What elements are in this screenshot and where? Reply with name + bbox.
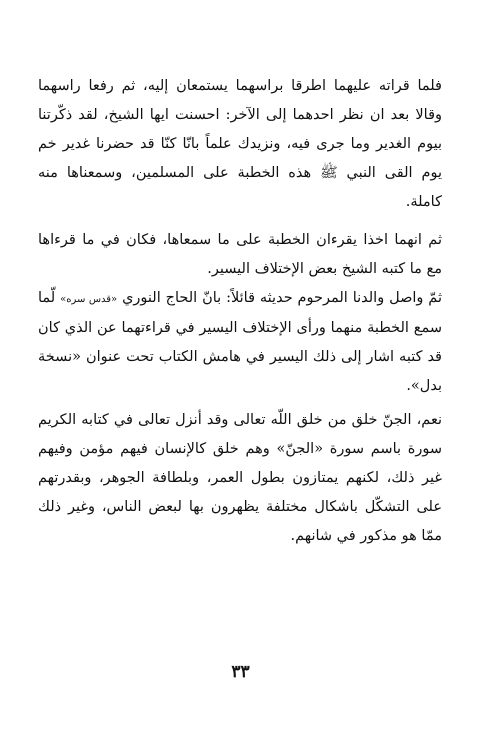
honorific-note: «قدس سره» (60, 294, 118, 305)
paragraph-text: نعم، الجنّ خلق من خلق اللّه تعالى وقد أنزل تعالى في كتابه الكريم سورة باسم سورة «الجنّ» وهم خلق كالإنسان فيهم مؤمن وفيهم غير ذلك، لكنهم يمتازون بطول العمر، وبلطافة الجوهر، وبقدرتهم على التشكّل باشكال مختلفة يظهرون بها لبعض الناس، وغير ذلك ممّا هو مذكور في شانهم. (38, 412, 442, 544)
page-number: ٣٣ (231, 662, 250, 682)
paragraph-text-start: ثمّ واصل والدنا المرحوم حديثه قائلاً: بانّ الحاج النوري (117, 290, 442, 306)
paragraph-text: فلما قراته عليهما اطرقا براسهما يستمعان إليه، ثم رفعا راسهما وقالا بعد ان نظر احدهما إلى الآخر: احسنت ايها الشيخ، لقد ذكّرتنا بيوم الغدير وما جرى فيه، ونزيدك علماً بانّا كنّا قد حضرنا غدير خم يوم القى النبي ﷺ هذه الخطبة على المسلمين، وسمعناها منه كاملة. (38, 78, 442, 210)
paragraph-text: ثم انهما اخذا يقرءان الخطبة على ما سمعاها، فكان في ما قرءاها مع ما كتبه الشيخ بعض الإختلاف اليسير. (38, 232, 442, 277)
paragraph-text-end: لّما سمع الخطبة منهما ورأى الإختلاف اليسير في قراءتهما عن الذي كان قد كتبه اشار إلى ذلك اليسير في هامش الكتاب تحت عنوان «نسخة بدل». (38, 290, 442, 394)
paragraph-sermon-reading (38, 226, 442, 284)
paragraph-nuri-footnote (38, 284, 442, 401)
paragraph-gathering-recital (38, 72, 442, 217)
paragraph-text (38, 284, 442, 401)
paragraph-jinn (38, 406, 442, 551)
